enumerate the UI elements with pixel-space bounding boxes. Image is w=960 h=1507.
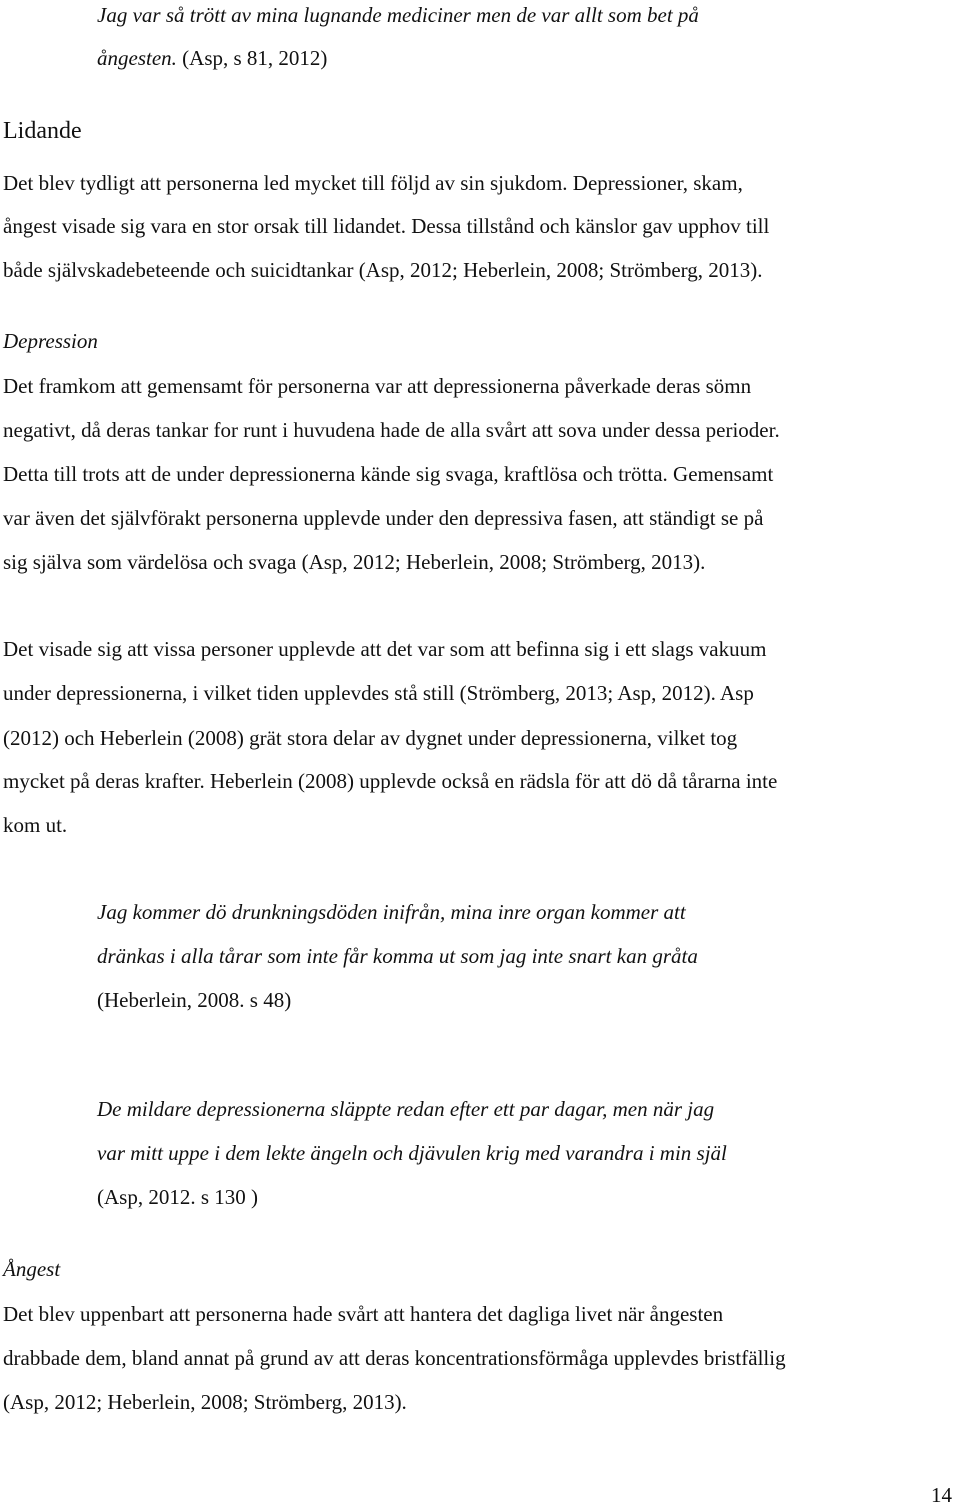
section-heading-lidande: Lidande [3,118,82,144]
quote2-citation: (Heberlein, 2008. s 48) [97,988,292,1012]
body-line: Detta till trots att de under depressionerna kände sig svaga, kraftlösa och trötta. Gemensamt [3,462,774,486]
body-line: drabbade dem, bland annat på grund av att deras koncentrationsförmåga upplevdes bristfällig [3,1346,786,1370]
body-line: (2012) och Heberlein (2008) grät stora delar av dygnet under depressionerna, vilket tog [3,726,738,750]
body-line: Det blev uppenbart att personerna hade svårt att hantera det dagliga livet när ångesten [3,1302,724,1326]
body-line: Det visade sig att vissa personer upplevde att det var som att befinna sig i ett slags vakuum [3,637,767,661]
body-line: Det framkom att gemensamt för personerna var att depressionerna påverkade deras sömn [3,374,752,398]
quote2-line: Jag kommer dö drunkningsdöden inifrån, mina inre organ kommer att [97,900,686,924]
section-heading-angest: Ångest [3,1257,61,1281]
body-line: mycket på deras krafter. Heberlein (2008) upplevde också en rädsla för att dö då tårarna inte [3,769,778,793]
body-line: negativt, då deras tankar for runt i huvudena hade de alla svårt att sova under dessa perioder. [3,418,780,442]
quote1-citation: (Asp, s 81, 2012) [176,46,328,70]
quote3-line: var mitt uppe i dem lekte ängeln och djävulen krig med varandra i min själ [97,1141,727,1165]
quote2-line: dränkas i alla tårar som inte får komma ut som jag inte snart kan gråta [97,944,698,968]
quote1-line-text: ångesten. [97,46,177,70]
body-line: både självskadebeteende och suicidtankar (Asp, 2012; Heberlein, 2008; Strömberg, 2013). [3,258,763,282]
quote1-line [97,46,327,70]
section-heading-depression: Depression [3,329,98,353]
body-line: ångest visade sig vara en stor orsak till lidandet. Dessa tillstånd och känslor gav upphov till [3,214,770,238]
body-line: var även det självförakt personerna upplevde under den depressiva fasen, att ständigt se på [3,506,764,530]
quote3-citation: (Asp, 2012. s 130 ) [97,1185,258,1209]
body-line: Det blev tydligt att personerna led mycket till följd av sin sjukdom. Depressioner, skam, [3,171,743,195]
body-line: sig själva som värdelösa och svaga (Asp, 2012; Heberlein, 2008; Strömberg, 2013). [3,550,706,574]
body-line: under depressionerna, i vilket tiden upplevdes stå still (Strömberg, 2013; Asp, 2012). Asp [3,681,754,705]
page-number: 14 [931,1483,952,1507]
quote3-line: De mildare depressionerna släppte redan efter ett par dagar, men när jag [97,1097,715,1121]
quote1-line: Jag var så trött av mina lugnande mediciner men de var allt som bet på [97,3,699,27]
body-line: kom ut. [3,813,68,837]
body-line: (Asp, 2012; Heberlein, 2008; Strömberg, 2013). [3,1390,407,1414]
